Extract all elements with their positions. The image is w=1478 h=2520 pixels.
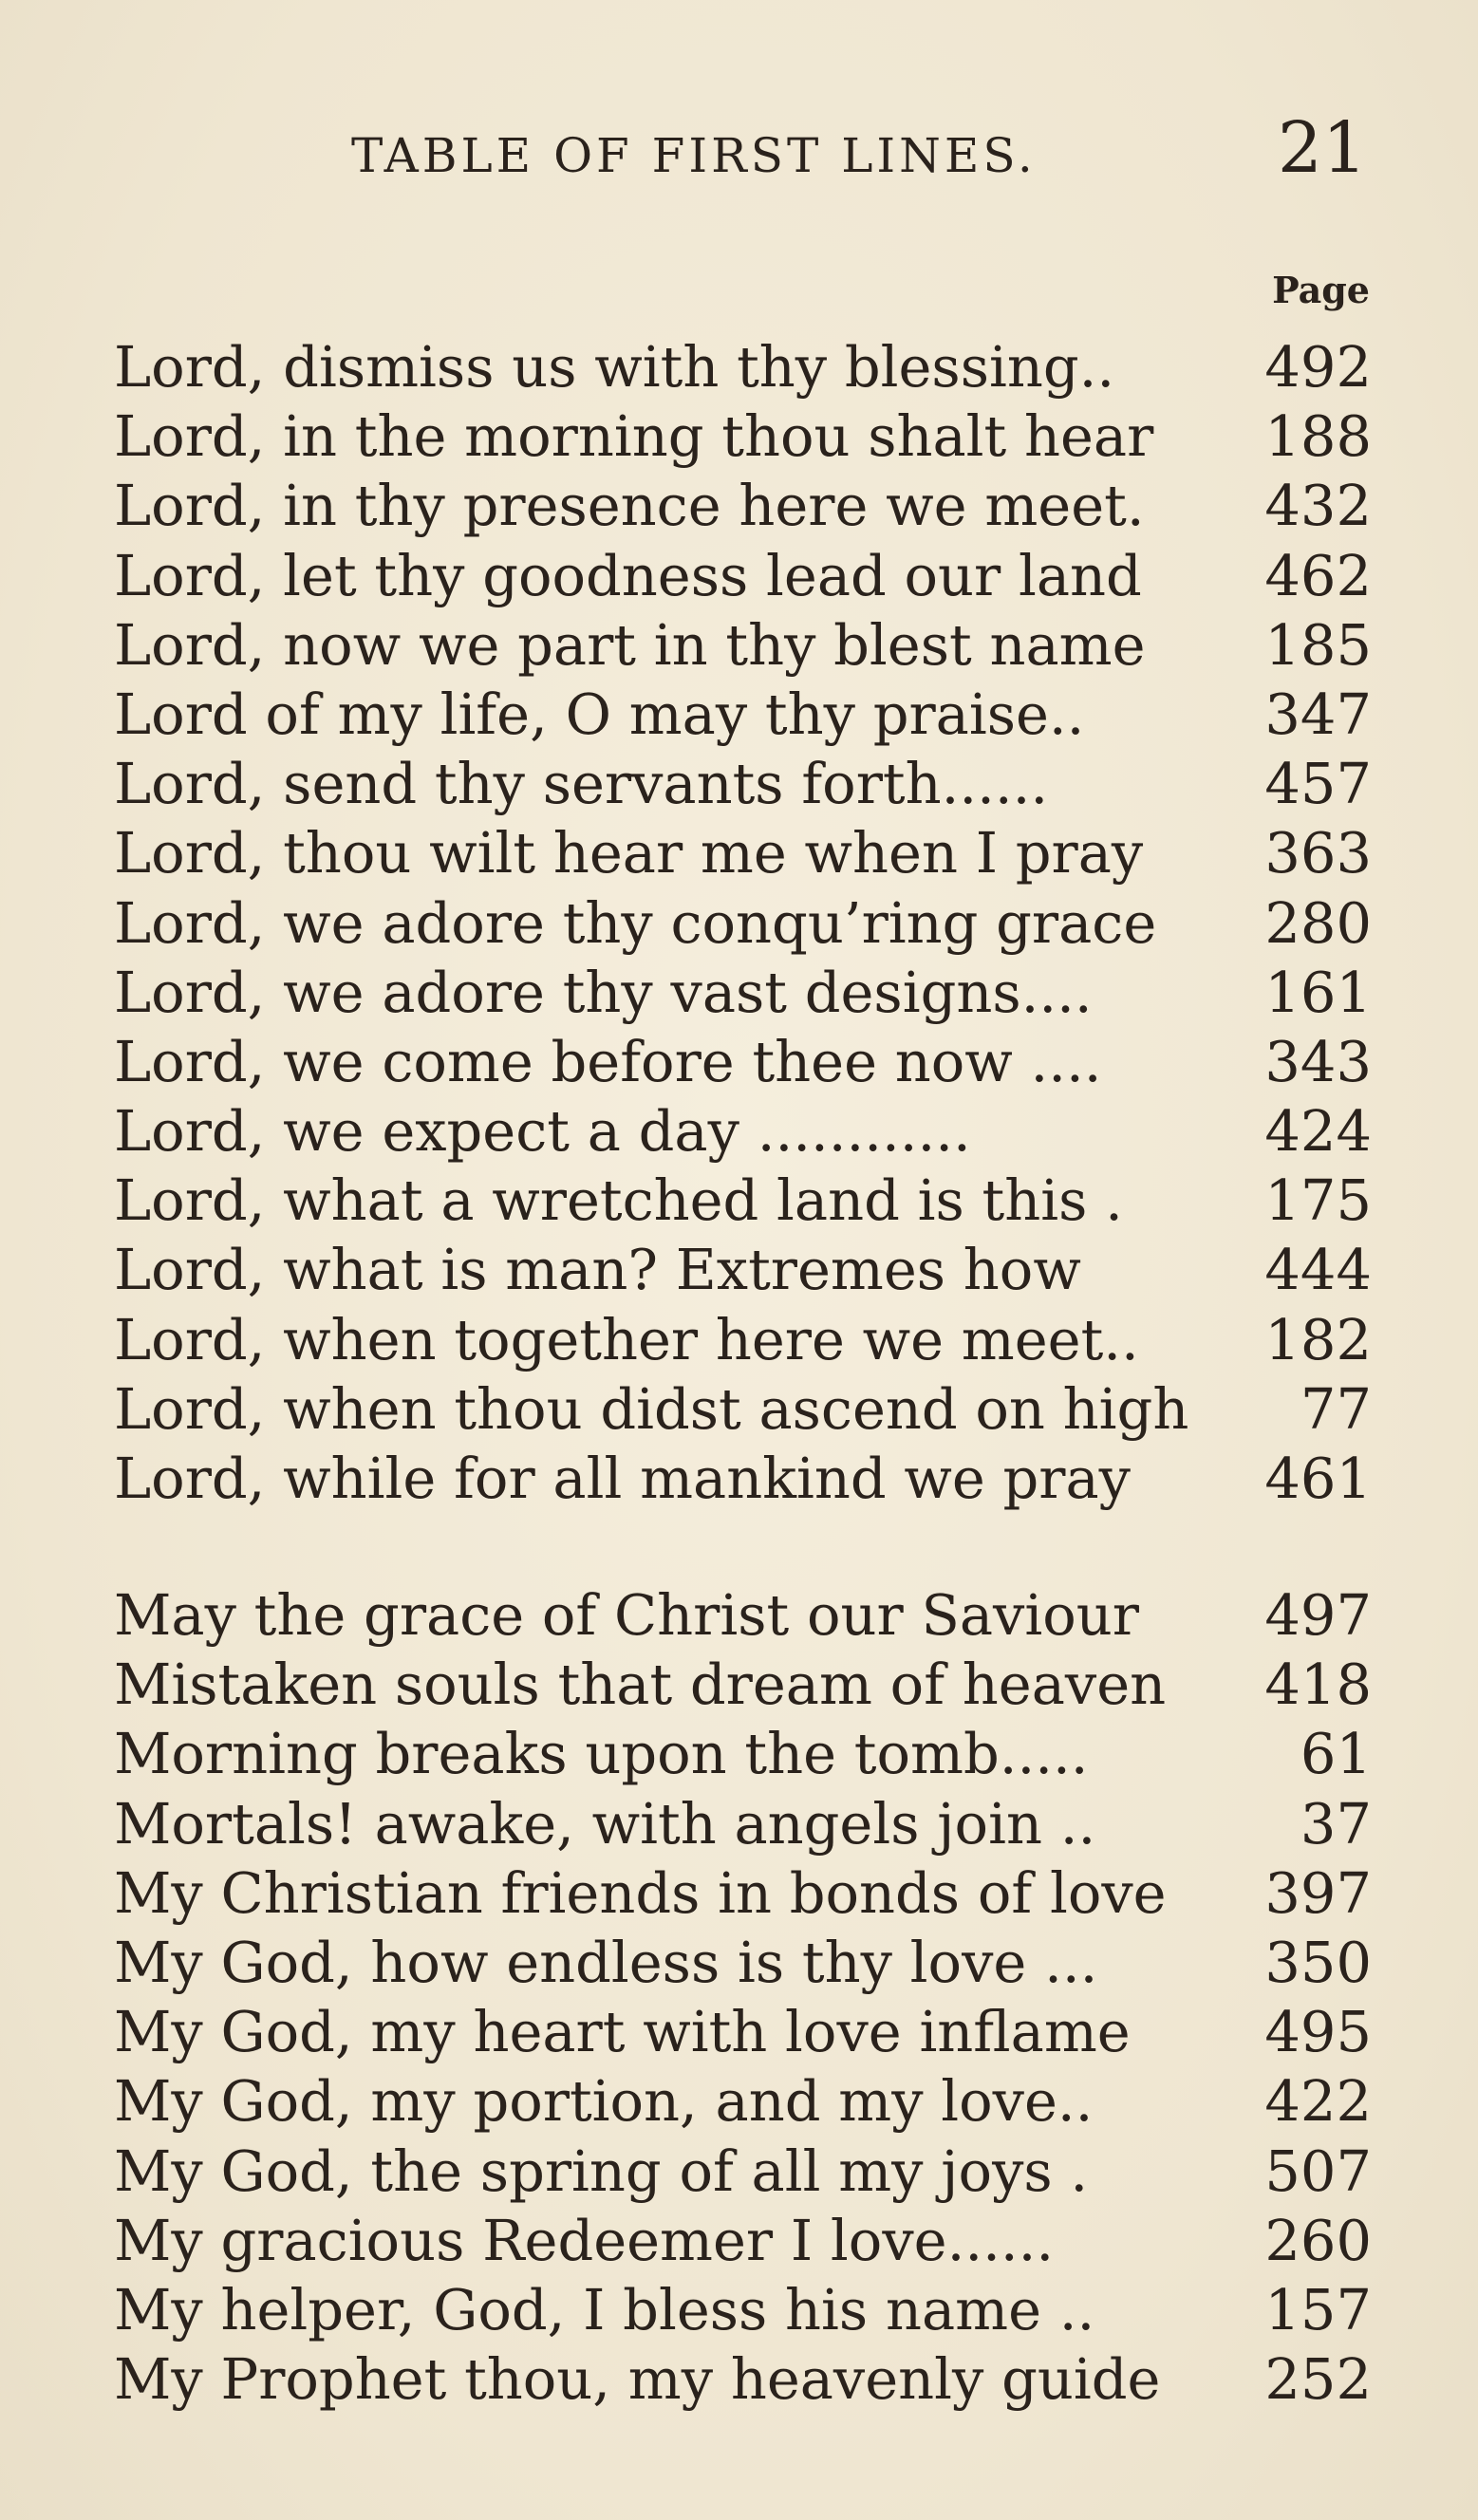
first-line: May the grace of Christ our Saviour — [114, 1582, 1139, 1648]
first-line: Morning breaks upon the tomb..... — [114, 1721, 1089, 1787]
first-line: My helper, God, I bless his name .. — [114, 2276, 1095, 2343]
first-line: Lord, we adore thy vast designs.... — [114, 959, 1093, 1025]
first-line: My Christian friends in bonds of love — [114, 1859, 1167, 1926]
first-line: My gracious Redeemer I love...... — [114, 2207, 1055, 2273]
index-entry — [114, 1928, 1372, 1997]
index-entry — [114, 1580, 1372, 1650]
hymn-page-number: 175 — [1264, 1167, 1372, 1234]
index-entry — [114, 680, 1372, 749]
hymn-page-number: 61 — [1300, 1721, 1372, 1787]
hymn-page-number: 185 — [1264, 611, 1372, 678]
first-line: My God, the spring of all my joys . — [114, 2137, 1089, 2204]
hymn-page-number: 343 — [1264, 1028, 1372, 1094]
index-entry — [114, 401, 1372, 471]
page-column-label: Page — [1272, 269, 1370, 311]
first-line: Lord, send thy servants forth...... — [114, 751, 1049, 817]
first-line: My God, how endless is thy love ... — [114, 1929, 1098, 1995]
first-line: Lord, when together here we meet.. — [114, 1306, 1139, 1372]
index-entry — [114, 1096, 1372, 1166]
hymn-page-number: 432 — [1264, 473, 1372, 539]
first-line: Lord, now we part in thy blest name — [114, 611, 1146, 678]
index-entry — [114, 1027, 1372, 1096]
hymn-page-number: 260 — [1264, 2207, 1372, 2273]
first-line: My God, my heart with love inflame — [114, 1999, 1131, 2065]
first-line: Lord, what is man? Extremes how — [114, 1237, 1081, 1303]
hymn-page-number: 37 — [1300, 1790, 1372, 1857]
index-entry — [114, 2137, 1372, 2206]
hymn-page-number: 495 — [1264, 1999, 1372, 2065]
index-entry — [114, 1997, 1372, 2066]
index-entry — [114, 541, 1372, 610]
index-entry — [114, 1374, 1372, 1444]
hymn-page-number: 507 — [1264, 2137, 1372, 2204]
hymn-page-number: 457 — [1264, 751, 1372, 817]
index-entry — [114, 332, 1372, 401]
index-entry — [114, 610, 1372, 680]
page-header — [351, 100, 1367, 195]
hymn-page-number: 397 — [1264, 1859, 1372, 1926]
index-entry — [114, 1719, 1372, 1788]
index-group-m — [114, 1580, 1372, 2414]
index-entry — [114, 2275, 1372, 2344]
hymn-page-number: 461 — [1264, 1446, 1372, 1511]
hymn-page-number: 182 — [1264, 1306, 1372, 1372]
index-entry — [114, 1305, 1372, 1374]
hymn-page-number: 497 — [1264, 1582, 1372, 1648]
index-entry — [114, 1235, 1372, 1304]
first-line: Lord, in the morning thou shalt hear — [114, 403, 1154, 470]
first-line: My God, my portion, and my love.. — [114, 2068, 1094, 2135]
index-entry — [114, 888, 1372, 958]
first-line: Mortals! awake, with angels join .. — [114, 1790, 1096, 1857]
first-line: Lord, what a wretched land is this . — [114, 1167, 1123, 1234]
index-entry — [114, 818, 1372, 887]
hymn-page-number: 492 — [1264, 334, 1372, 400]
hymn-page-number: 157 — [1264, 2276, 1372, 2343]
hymn-page-number: 188 — [1264, 403, 1372, 470]
running-title: TABLE OF FIRST LINES. — [351, 128, 1037, 183]
first-line: Lord, thou wilt hear me when I pray — [114, 820, 1144, 887]
hymn-page-number: 424 — [1264, 1098, 1372, 1165]
page-number: 21 — [1277, 107, 1367, 189]
first-line: Lord, we come before thee now .... — [114, 1028, 1102, 1094]
hymn-page-number: 444 — [1264, 1237, 1372, 1303]
hymn-page-number: 418 — [1264, 1652, 1372, 1718]
hymn-page-number: 77 — [1300, 1375, 1372, 1442]
first-line: Lord, we adore thy conqu’ring grace — [114, 889, 1157, 956]
hymn-page-number: 462 — [1264, 542, 1372, 608]
first-line: My Prophet thou, my heavenly guide — [114, 2346, 1161, 2413]
hymn-page-number: 252 — [1264, 2346, 1372, 2413]
index-group-l — [114, 332, 1372, 1513]
hymn-page-number: 280 — [1264, 889, 1372, 956]
first-line: Lord, when thou didst ascend on high — [114, 1375, 1189, 1442]
first-line: Lord, while for all mankind we pray — [114, 1446, 1131, 1511]
index-entry — [114, 958, 1372, 1027]
index-entry — [114, 1789, 1372, 1858]
index-entry — [114, 1166, 1372, 1235]
first-line: Lord, in thy presence here we meet. — [114, 473, 1145, 539]
hymn-page-number: 363 — [1264, 820, 1372, 887]
first-line: Lord, we expect a day ............ — [114, 1098, 971, 1165]
index-entry — [114, 2066, 1372, 2136]
first-line: Lord, let thy goodness lead our land — [114, 542, 1142, 608]
hymn-page-number: 347 — [1264, 681, 1372, 747]
hymn-page-number: 161 — [1264, 959, 1372, 1025]
index-entry — [114, 2206, 1372, 2275]
hymn-page-number: 422 — [1264, 2068, 1372, 2135]
index-entry — [114, 2344, 1372, 2414]
index-entry — [114, 1650, 1372, 1719]
index-entry — [114, 1858, 1372, 1928]
index-entry — [114, 471, 1372, 540]
first-line: Mistaken souls that dream of heaven — [114, 1652, 1167, 1718]
first-line: Lord, dismiss us with thy blessing.. — [114, 334, 1115, 400]
hymn-page-number: 350 — [1264, 1929, 1372, 1995]
index-entry — [114, 1444, 1372, 1513]
first-line: Lord of my life, O may thy praise.. — [114, 681, 1085, 747]
index-entry — [114, 749, 1372, 818]
